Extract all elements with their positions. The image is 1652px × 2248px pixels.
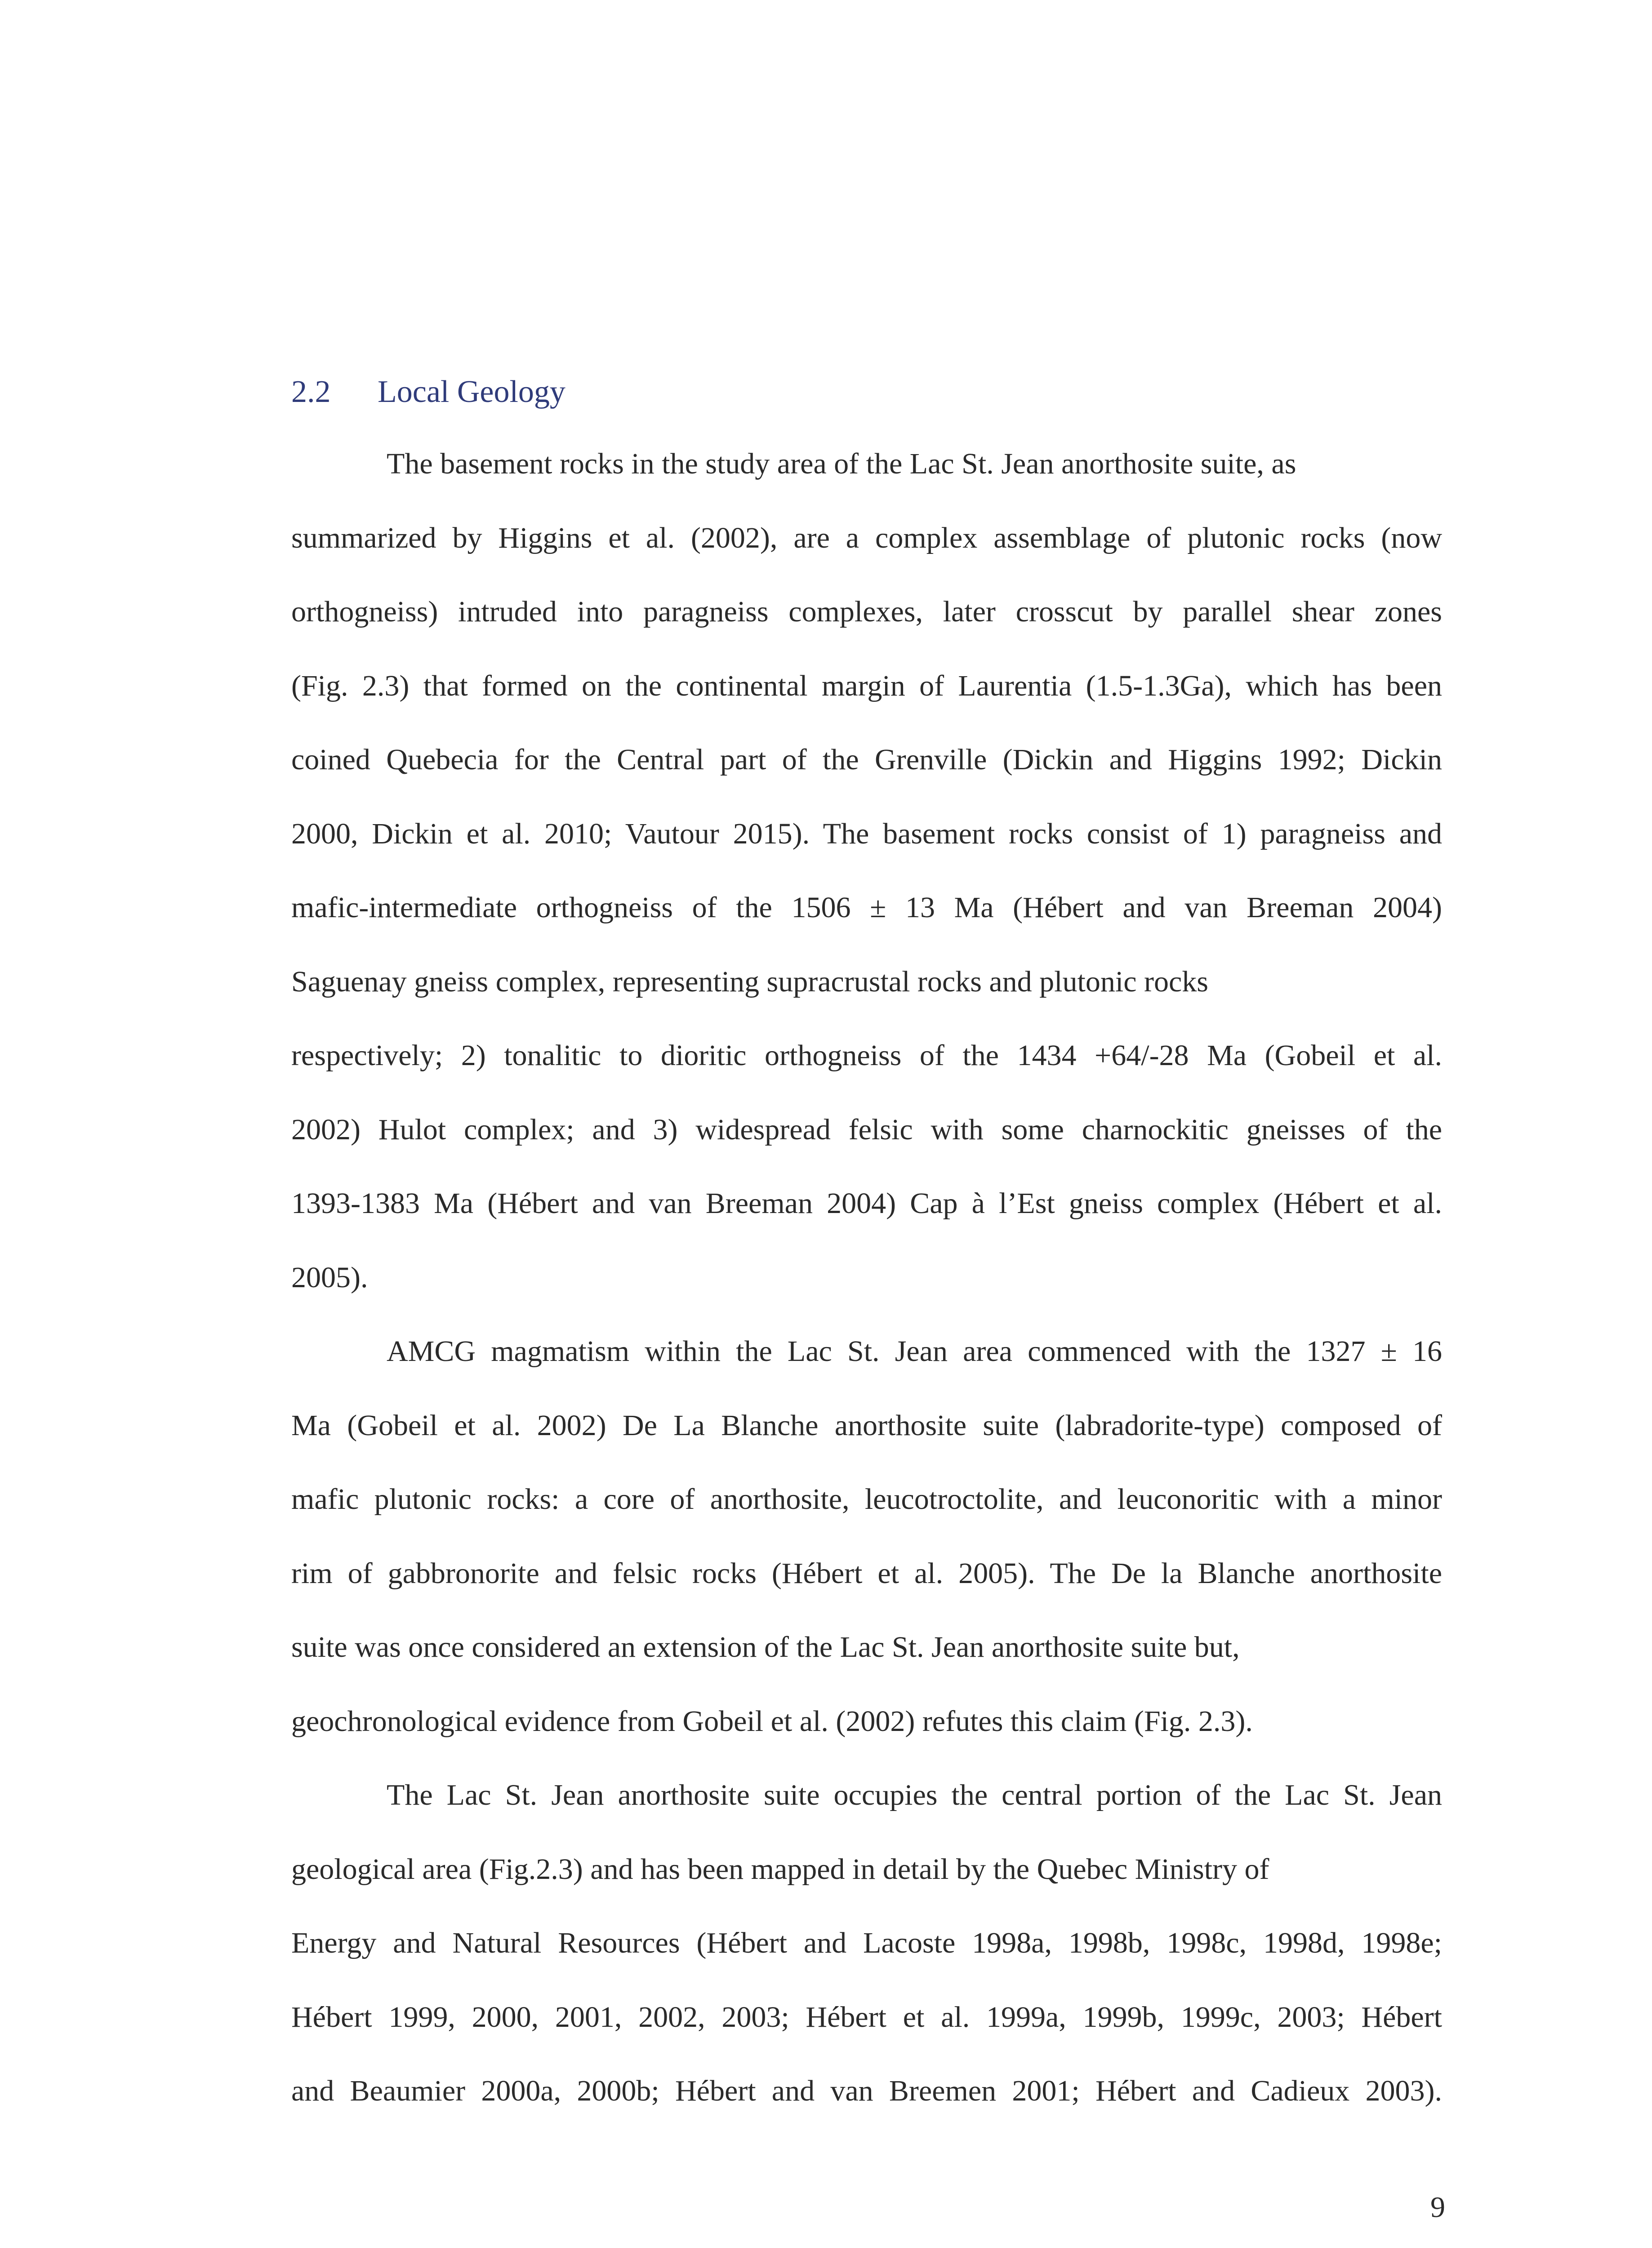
text-line: (Fig. 2.3) that formed on the continental margin of Laurentia (1.5-1.3Ga), which has been [291, 669, 1442, 702]
text-line: 2002) Hulot complex; and 3) widespread felsic with some charnockitic gneisses of the [291, 1113, 1442, 1146]
text-line: geochronological evidence from Gobeil et al. (2002) refutes this claim (Fig. 2.3). [291, 1704, 1253, 1738]
text-line: Energy and Natural Resources (Hébert and Lacoste 1998a, 1998b, 1998c, 1998d, 1998e; [291, 1927, 1442, 1959]
text-line: 2005). [291, 1261, 368, 1294]
text-line: 1393-1383 Ma (Hébert and van Breeman 2004) Cap à l’Est gneiss complex (Hébert et al. [291, 1187, 1442, 1220]
text-line: suite was once considered an extension of the Lac St. Jean anorthosite suite but, [291, 1631, 1240, 1664]
text-line: The basement rocks in the study area of the Lac St. Jean anorthosite suite, as [387, 447, 1296, 480]
text-line: 2000, Dickin et al. 2010; Vautour 2015). The basement rocks consist of 1) paragneiss and [291, 817, 1442, 850]
text-line: and Beaumier 2000a, 2000b; Hébert and van Breemen 2001; Hébert and Cadieux 2003). [291, 2074, 1442, 2107]
text-line: mafic plutonic rocks: a core of anorthosite, leucotroctolite, and leuconoritic with a minor [291, 1483, 1442, 1516]
section-title: Local Geology [378, 375, 566, 409]
text-line: Hébert 1999, 2000, 2001, 2002, 2003; Hébert et al. 1999a, 1999b, 1999c, 2003; Hébert [291, 2000, 1442, 2034]
text-line: The Lac St. Jean anorthosite suite occupies the central portion of the Lac St. Jean [387, 1779, 1442, 1811]
text-line: mafic-intermediate orthogneiss of the 1506 ± 13 Ma (Hébert and van Breeman 2004) [291, 891, 1442, 924]
text-line: rim of gabbronorite and felsic rocks (Hébert et al. 2005). The De la Blanche anorthosite [291, 1557, 1442, 1590]
text-line: geological area (Fig.2.3) and has been mapped in detail by the Quebec Ministry of [291, 1852, 1269, 1886]
body-text [291, 427, 1442, 2128]
text-line: coined Quebecia for the Central part of the Grenville (Dickin and Higgins 1992; Dickin [291, 743, 1442, 776]
section-number: 2.2 [291, 375, 331, 409]
text-line: Ma (Gobeil et al. 2002) De La Blanche anorthosite suite (labradorite-type) composed of [291, 1409, 1442, 1442]
text-line: AMCG magmatism within the Lac St. Jean area commenced with the 1327 ± 16 [387, 1335, 1442, 1368]
text-line: summarized by Higgins et al. (2002), are a complex assemblage of plutonic rocks (now [291, 521, 1442, 554]
text-line: respectively; 2) tonalitic to dioritic orthogneiss of the 1434 +64/-28 Ma (Gobeil et al. [291, 1039, 1442, 1072]
section-heading [291, 370, 1460, 415]
page-number: 9 [1430, 2191, 1445, 2224]
text-line: Saguenay gneiss complex, representing supracrustal rocks and plutonic rocks [291, 965, 1208, 998]
text-line: orthogneiss) intruded into paragneiss complexes, later crosscut by parallel shear zones [291, 595, 1442, 628]
